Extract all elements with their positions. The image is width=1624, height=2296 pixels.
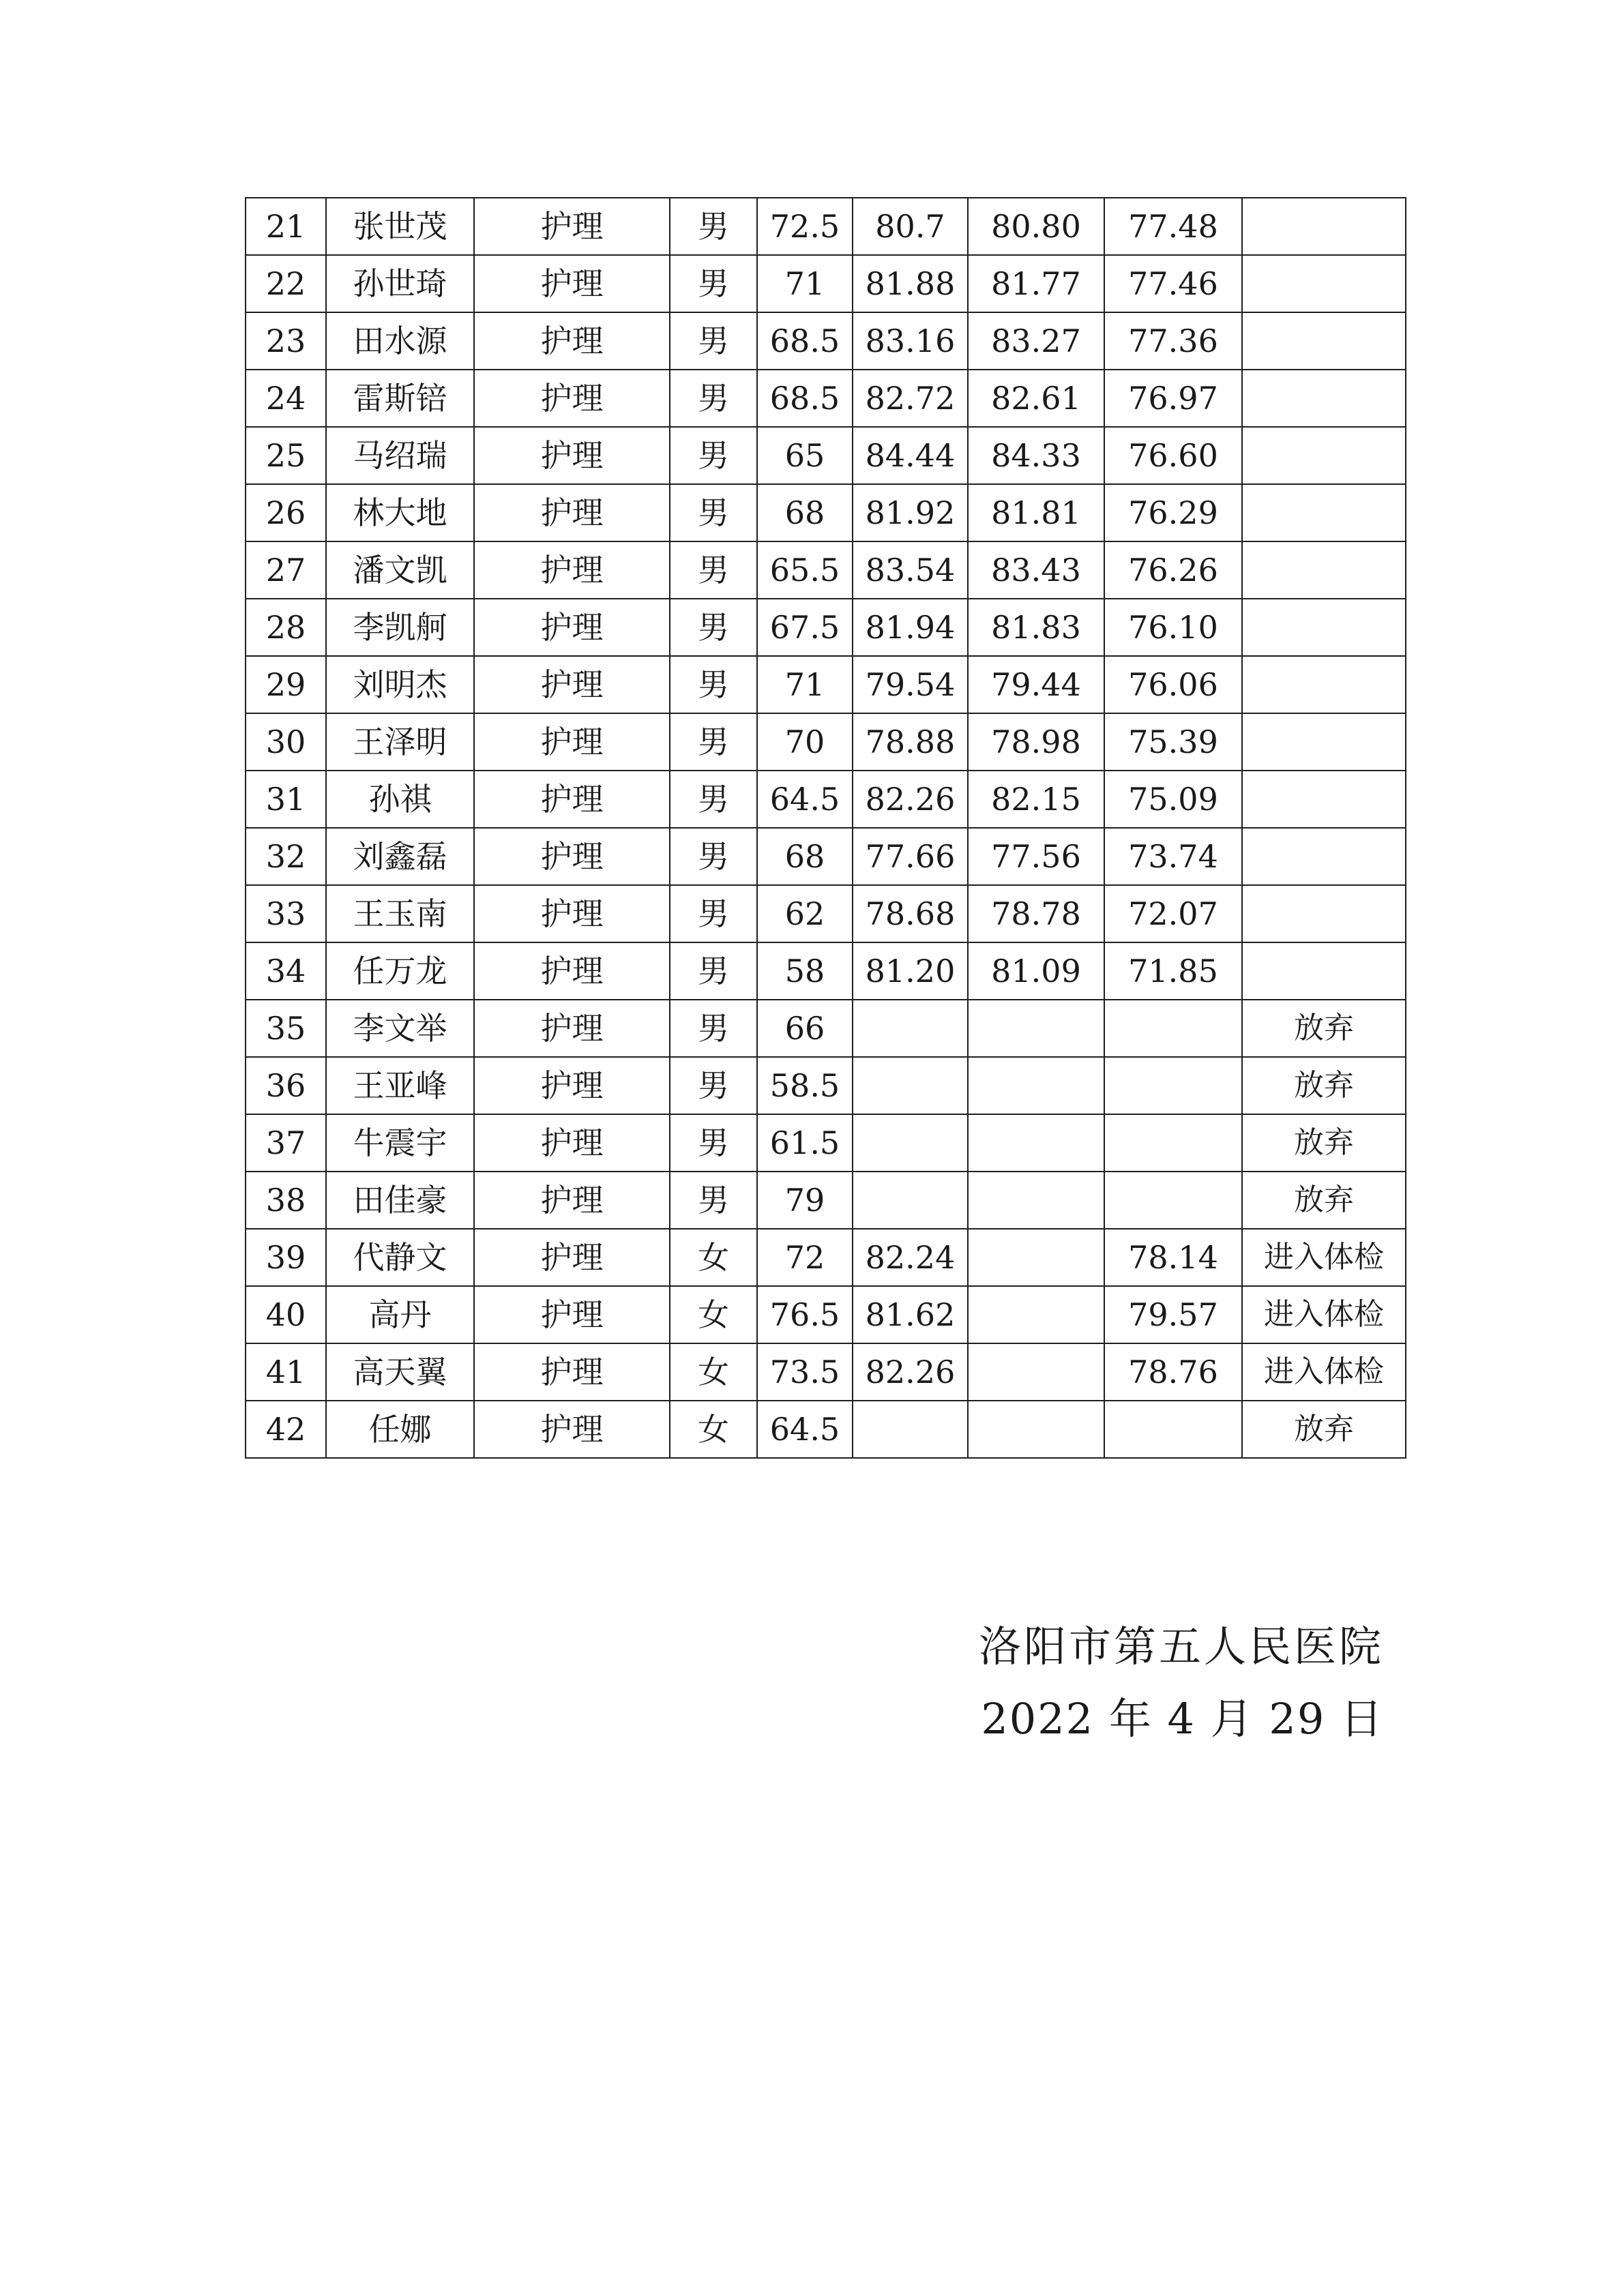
cell-note: 放弃 [1242, 1172, 1406, 1229]
cell-interview-score: 82.72 [853, 370, 968, 427]
cell-name: 李凯舸 [326, 599, 474, 656]
cell-adjusted-interview-score [968, 1172, 1104, 1229]
cell-written-score: 68.5 [757, 370, 853, 427]
cell-adjusted-interview-score [968, 1229, 1104, 1286]
cell-note [1242, 541, 1406, 599]
cell-name: 高丹 [326, 1286, 474, 1343]
cell-adjusted-interview-score: 83.43 [968, 541, 1104, 599]
cell-number: 32 [246, 828, 326, 885]
document-date: 2022 年 4 月 29 日 [981, 1694, 1384, 1744]
cell-number: 39 [246, 1229, 326, 1286]
cell-written-score: 79 [757, 1172, 853, 1229]
cell-major: 护理 [474, 370, 670, 427]
cell-total-score: 78.14 [1104, 1229, 1242, 1286]
cell-note [1242, 713, 1406, 771]
cell-interview-score: 83.54 [853, 541, 968, 599]
cell-major: 护理 [474, 599, 670, 656]
table-row [246, 198, 1406, 255]
cell-number: 22 [246, 255, 326, 312]
cell-note: 放弃 [1242, 1000, 1406, 1057]
cell-total-score: 76.10 [1104, 599, 1242, 656]
cell-number: 36 [246, 1057, 326, 1114]
cell-number: 29 [246, 656, 326, 713]
cell-major: 护理 [474, 713, 670, 771]
cell-number: 24 [246, 370, 326, 427]
cell-total-score: 77.48 [1104, 198, 1242, 255]
table-row [246, 1057, 1406, 1114]
cell-number: 34 [246, 942, 326, 1000]
organization-name: 洛阳市第五人民医院 [978, 1622, 1384, 1671]
cell-gender: 男 [670, 771, 757, 828]
table-row [246, 312, 1406, 370]
score-table-body [246, 198, 1406, 1458]
score-table [245, 197, 1406, 1459]
cell-written-score: 64.5 [757, 1401, 853, 1458]
cell-total-score [1104, 1172, 1242, 1229]
cell-interview-score [853, 1000, 968, 1057]
cell-written-score: 71 [757, 255, 853, 312]
cell-major: 护理 [474, 885, 670, 942]
cell-total-score: 77.46 [1104, 255, 1242, 312]
cell-note [1242, 370, 1406, 427]
cell-adjusted-interview-score [968, 1286, 1104, 1343]
cell-major: 护理 [474, 771, 670, 828]
cell-major: 护理 [474, 828, 670, 885]
cell-total-score [1104, 1057, 1242, 1114]
cell-number: 28 [246, 599, 326, 656]
cell-gender: 男 [670, 1000, 757, 1057]
cell-number: 38 [246, 1172, 326, 1229]
cell-number: 25 [246, 427, 326, 484]
table-row [246, 1000, 1406, 1057]
cell-name: 任万龙 [326, 942, 474, 1000]
cell-name: 王玉南 [326, 885, 474, 942]
cell-number: 40 [246, 1286, 326, 1343]
cell-major: 护理 [474, 1114, 670, 1172]
cell-interview-score [853, 1172, 968, 1229]
cell-adjusted-interview-score [968, 1000, 1104, 1057]
cell-major: 护理 [474, 1172, 670, 1229]
cell-note [1242, 771, 1406, 828]
cell-adjusted-interview-score: 80.80 [968, 198, 1104, 255]
cell-name: 马绍瑞 [326, 427, 474, 484]
cell-name: 张世茂 [326, 198, 474, 255]
table-row [246, 1172, 1406, 1229]
table-row [246, 370, 1406, 427]
cell-written-score: 64.5 [757, 771, 853, 828]
cell-interview-score: 79.54 [853, 656, 968, 713]
cell-total-score [1104, 1000, 1242, 1057]
cell-total-score: 76.60 [1104, 427, 1242, 484]
cell-name: 田水源 [326, 312, 474, 370]
cell-adjusted-interview-score [968, 1114, 1104, 1172]
cell-gender: 男 [670, 370, 757, 427]
cell-number: 21 [246, 198, 326, 255]
cell-adjusted-interview-score: 81.83 [968, 599, 1104, 656]
cell-gender: 男 [670, 198, 757, 255]
table-row [246, 541, 1406, 599]
table-row [246, 771, 1406, 828]
cell-gender: 男 [670, 942, 757, 1000]
cell-interview-score: 78.88 [853, 713, 968, 771]
cell-number: 31 [246, 771, 326, 828]
table-row [246, 427, 1406, 484]
table-row [246, 1114, 1406, 1172]
cell-gender: 男 [670, 885, 757, 942]
cell-adjusted-interview-score: 82.61 [968, 370, 1104, 427]
cell-major: 护理 [474, 484, 670, 541]
cell-written-score: 66 [757, 1000, 853, 1057]
cell-major: 护理 [474, 541, 670, 599]
cell-total-score: 71.85 [1104, 942, 1242, 1000]
cell-major: 护理 [474, 1401, 670, 1458]
cell-major: 护理 [474, 1000, 670, 1057]
cell-written-score: 72 [757, 1229, 853, 1286]
cell-adjusted-interview-score: 84.33 [968, 427, 1104, 484]
cell-written-score: 73.5 [757, 1343, 853, 1401]
cell-note [1242, 656, 1406, 713]
cell-interview-score: 84.44 [853, 427, 968, 484]
cell-note [1242, 255, 1406, 312]
cell-total-score: 72.07 [1104, 885, 1242, 942]
cell-major: 护理 [474, 312, 670, 370]
cell-name: 李文举 [326, 1000, 474, 1057]
signature-block [978, 1622, 1384, 1744]
cell-name: 刘明杰 [326, 656, 474, 713]
cell-gender: 男 [670, 484, 757, 541]
cell-interview-score: 81.20 [853, 942, 968, 1000]
cell-written-score: 72.5 [757, 198, 853, 255]
cell-name: 雷斯锫 [326, 370, 474, 427]
cell-written-score: 58.5 [757, 1057, 853, 1114]
cell-number: 37 [246, 1114, 326, 1172]
cell-name: 高天翼 [326, 1343, 474, 1401]
cell-note [1242, 599, 1406, 656]
cell-interview-score [853, 1401, 968, 1458]
cell-interview-score: 81.94 [853, 599, 968, 656]
cell-interview-score: 82.26 [853, 1343, 968, 1401]
cell-major: 护理 [474, 198, 670, 255]
cell-interview-score: 82.24 [853, 1229, 968, 1286]
cell-number: 23 [246, 312, 326, 370]
cell-number: 42 [246, 1401, 326, 1458]
cell-adjusted-interview-score: 81.09 [968, 942, 1104, 1000]
cell-adjusted-interview-score [968, 1401, 1104, 1458]
cell-adjusted-interview-score: 81.81 [968, 484, 1104, 541]
cell-number: 26 [246, 484, 326, 541]
cell-major: 护理 [474, 255, 670, 312]
cell-number: 41 [246, 1343, 326, 1401]
cell-interview-score: 77.66 [853, 828, 968, 885]
cell-major: 护理 [474, 1057, 670, 1114]
table-row [246, 885, 1406, 942]
cell-gender: 男 [670, 828, 757, 885]
cell-gender: 女 [670, 1286, 757, 1343]
cell-total-score: 76.26 [1104, 541, 1242, 599]
cell-major: 护理 [474, 1229, 670, 1286]
cell-interview-score [853, 1114, 968, 1172]
cell-major: 护理 [474, 427, 670, 484]
cell-number: 27 [246, 541, 326, 599]
cell-written-score: 71 [757, 656, 853, 713]
cell-note: 进入体检 [1242, 1286, 1406, 1343]
cell-total-score: 79.57 [1104, 1286, 1242, 1343]
cell-written-score: 65 [757, 427, 853, 484]
cell-adjusted-interview-score: 83.27 [968, 312, 1104, 370]
cell-interview-score: 81.88 [853, 255, 968, 312]
cell-total-score: 75.09 [1104, 771, 1242, 828]
cell-name: 代静文 [326, 1229, 474, 1286]
cell-note [1242, 198, 1406, 255]
cell-written-score: 65.5 [757, 541, 853, 599]
cell-note: 放弃 [1242, 1114, 1406, 1172]
cell-name: 林大地 [326, 484, 474, 541]
cell-note: 放弃 [1242, 1401, 1406, 1458]
cell-note [1242, 427, 1406, 484]
cell-adjusted-interview-score: 77.56 [968, 828, 1104, 885]
cell-number: 30 [246, 713, 326, 771]
table-row [246, 484, 1406, 541]
cell-name: 孙世琦 [326, 255, 474, 312]
cell-note [1242, 885, 1406, 942]
cell-name: 王亚峰 [326, 1057, 474, 1114]
table-row [246, 1229, 1406, 1286]
cell-name: 刘鑫磊 [326, 828, 474, 885]
table-row [246, 828, 1406, 885]
cell-name: 孙祺 [326, 771, 474, 828]
cell-gender: 男 [670, 312, 757, 370]
cell-note [1242, 828, 1406, 885]
cell-adjusted-interview-score: 82.15 [968, 771, 1104, 828]
cell-written-score: 68 [757, 828, 853, 885]
cell-adjusted-interview-score: 81.77 [968, 255, 1104, 312]
cell-interview-score: 82.26 [853, 771, 968, 828]
cell-written-score: 68 [757, 484, 853, 541]
cell-number: 35 [246, 1000, 326, 1057]
cell-note [1242, 484, 1406, 541]
cell-gender: 男 [670, 255, 757, 312]
cell-written-score: 62 [757, 885, 853, 942]
cell-total-score: 76.29 [1104, 484, 1242, 541]
cell-total-score: 78.76 [1104, 1343, 1242, 1401]
cell-name: 潘文凯 [326, 541, 474, 599]
cell-written-score: 67.5 [757, 599, 853, 656]
cell-interview-score: 78.68 [853, 885, 968, 942]
cell-adjusted-interview-score: 79.44 [968, 656, 1104, 713]
cell-gender: 男 [670, 599, 757, 656]
table-row [246, 1343, 1406, 1401]
table-row [246, 713, 1406, 771]
cell-written-score: 68.5 [757, 312, 853, 370]
table-row [246, 599, 1406, 656]
cell-adjusted-interview-score [968, 1343, 1104, 1401]
cell-written-score: 76.5 [757, 1286, 853, 1343]
table-row [246, 656, 1406, 713]
cell-note: 放弃 [1242, 1057, 1406, 1114]
cell-written-score: 58 [757, 942, 853, 1000]
table-row [246, 942, 1406, 1000]
cell-gender: 男 [670, 1172, 757, 1229]
cell-interview-score: 80.7 [853, 198, 968, 255]
cell-gender: 男 [670, 713, 757, 771]
table-row [246, 255, 1406, 312]
cell-total-score: 76.97 [1104, 370, 1242, 427]
cell-gender: 女 [670, 1229, 757, 1286]
cell-total-score: 76.06 [1104, 656, 1242, 713]
table-row [246, 1401, 1406, 1458]
cell-written-score: 70 [757, 713, 853, 771]
cell-gender: 男 [670, 541, 757, 599]
cell-interview-score: 81.62 [853, 1286, 968, 1343]
cell-major: 护理 [474, 656, 670, 713]
cell-total-score: 73.74 [1104, 828, 1242, 885]
cell-written-score: 61.5 [757, 1114, 853, 1172]
cell-gender: 男 [670, 427, 757, 484]
cell-gender: 女 [670, 1343, 757, 1401]
cell-name: 任娜 [326, 1401, 474, 1458]
cell-interview-score: 83.16 [853, 312, 968, 370]
cell-adjusted-interview-score: 78.78 [968, 885, 1104, 942]
cell-name: 田佳豪 [326, 1172, 474, 1229]
cell-total-score [1104, 1114, 1242, 1172]
cell-major: 护理 [474, 1343, 670, 1401]
table-row [246, 1286, 1406, 1343]
cell-note: 进入体检 [1242, 1229, 1406, 1286]
cell-gender: 男 [670, 1057, 757, 1114]
cell-note: 进入体检 [1242, 1343, 1406, 1401]
cell-gender: 男 [670, 1114, 757, 1172]
cell-note [1242, 942, 1406, 1000]
cell-interview-score: 81.92 [853, 484, 968, 541]
cell-total-score [1104, 1401, 1242, 1458]
cell-major: 护理 [474, 1286, 670, 1343]
cell-number: 33 [246, 885, 326, 942]
cell-adjusted-interview-score [968, 1057, 1104, 1114]
cell-gender: 男 [670, 656, 757, 713]
cell-interview-score [853, 1057, 968, 1114]
cell-note [1242, 312, 1406, 370]
cell-name: 牛震宇 [326, 1114, 474, 1172]
cell-adjusted-interview-score: 78.98 [968, 713, 1104, 771]
cell-total-score: 75.39 [1104, 713, 1242, 771]
cell-total-score: 77.36 [1104, 312, 1242, 370]
cell-name: 王泽明 [326, 713, 474, 771]
cell-major: 护理 [474, 942, 670, 1000]
cell-gender: 女 [670, 1401, 757, 1458]
